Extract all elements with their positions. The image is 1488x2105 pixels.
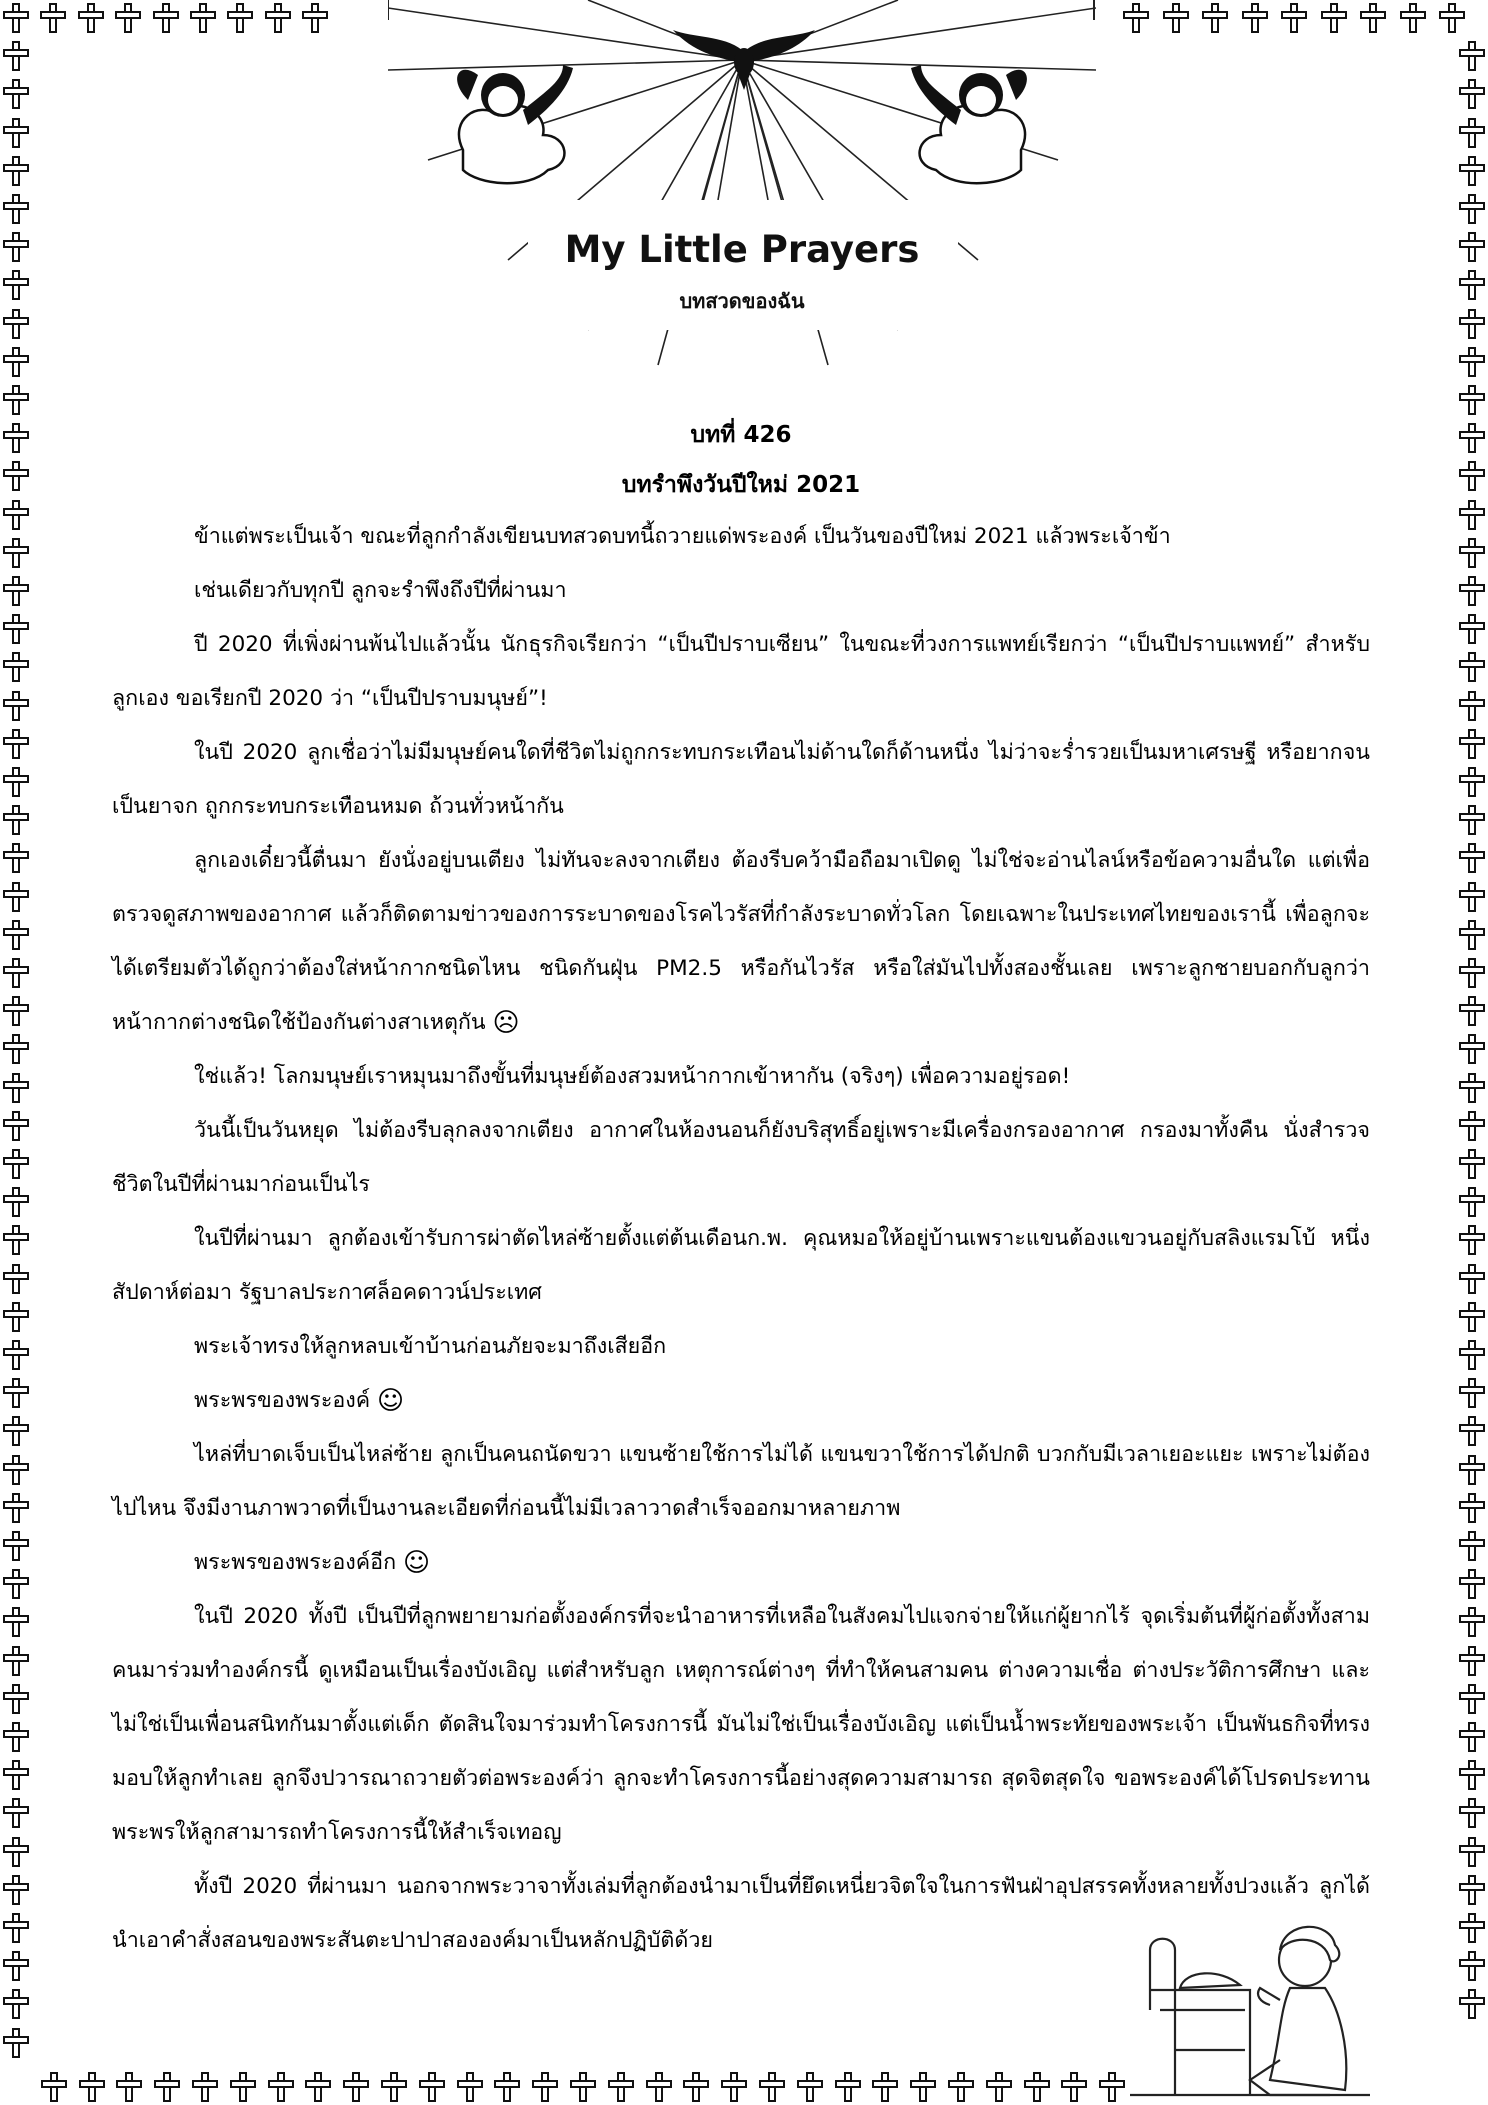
cross-icon [3, 385, 29, 415]
cross-icon [986, 2072, 1012, 2102]
smile-face-icon: ☺ [402, 1548, 431, 1578]
cross-icon [1459, 996, 1485, 1026]
paragraph: ในปีที่ผ่านมา ลูกต้องเข้ารับการผ่าตัดไหล่ซ้ายตั้งแต่ต้นเดือนก.พ. คุณหมอให้อยู่บ้านเพราะแขนต้องแขวนอยู่กับสลิงแรมโบ้ หนึ่งสัปดาห์ต่อมา รัฐบาลประกาศล็อคดาวน์ประเทศ [112, 1226, 1370, 1305]
cross-icon [3, 1111, 29, 1141]
cross-icon [1459, 614, 1485, 644]
cross-icon [3, 1302, 29, 1332]
cross-icon [3, 691, 29, 721]
cross-icon [1123, 3, 1149, 33]
cross-icon [1459, 958, 1485, 988]
cross-icon [3, 538, 29, 568]
cross-icon [1459, 691, 1485, 721]
cross-icon [40, 3, 66, 33]
cross-icon [230, 2072, 256, 2102]
angel-icon [457, 65, 573, 183]
cross-icon [3, 41, 29, 71]
cross-icon [3, 1378, 29, 1408]
cross-icon [3, 614, 29, 644]
cross-icon [3, 2028, 29, 2058]
cross-icon [835, 2072, 861, 2102]
cross-icon [1459, 156, 1485, 186]
cross-icon [3, 1340, 29, 1370]
cross-icon [1459, 1875, 1485, 1905]
cross-icon [3, 1837, 29, 1867]
cross-icon [3, 3, 29, 33]
cross-icon [1459, 1111, 1485, 1141]
cross-icon [78, 3, 104, 33]
cross-icon [3, 767, 29, 797]
cross-icon [1459, 652, 1485, 682]
cross-icon [1459, 1302, 1485, 1332]
cross-icon [1202, 3, 1228, 33]
cross-icon [302, 3, 328, 33]
cross-icon [3, 1722, 29, 1752]
cross-icon [910, 2072, 936, 2102]
cross-icon [1459, 1455, 1485, 1485]
cross-icon [3, 1073, 29, 1103]
cross-icon [1459, 1989, 1485, 2019]
cross-icon [3, 1646, 29, 1676]
cross-icon [1459, 1798, 1485, 1828]
cross-icon [1459, 1531, 1485, 1561]
paragraph: ไหล่ที่บาดเจ็บเป็นไหล่ซ้าย ลูกเป็นคนถนัดขวา แขนซ้ายใช้การไม่ได้ แขนขวาใช้การได้ปกติ บวกกับมีเวลาเยอะแยะ เพราะไม่ต้องไปไหน จึงมีงานภาพวาดที่เป็นงานละเอียดที่ก่อนนี้ไม่มีเวลาวาดสำเร็จออกมาหลายภาพ [112, 1442, 1370, 1521]
cross-icon [343, 2072, 369, 2102]
cross-icon [797, 2072, 823, 2102]
cross-icon [948, 2072, 974, 2102]
cross-icon [570, 2072, 596, 2102]
cross-icon [3, 1187, 29, 1217]
cross-icon [1163, 3, 1189, 33]
cross-icon [1360, 3, 1386, 33]
cross-icon [3, 232, 29, 262]
cross-icon [1061, 2072, 1087, 2102]
cross-icon [3, 1951, 29, 1981]
cross-icon [3, 1225, 29, 1255]
angel-icon [911, 65, 1027, 183]
cross-icon [1459, 882, 1485, 912]
cross-icon [3, 1684, 29, 1714]
cross-icon [1242, 3, 1268, 33]
cross-icon [1459, 1837, 1485, 1867]
cross-icon [3, 500, 29, 530]
cross-icon [1459, 729, 1485, 759]
cross-icon [1459, 1493, 1485, 1523]
banner-subtitle: บทสวดของฉัน [679, 289, 805, 313]
cross-icon [1439, 3, 1465, 33]
cross-icon [79, 2072, 105, 2102]
cross-icon [1459, 1722, 1485, 1752]
cross-icon [3, 843, 29, 873]
cross-icon [3, 347, 29, 377]
cross-icon [268, 2072, 294, 2102]
cross-icon [190, 3, 216, 33]
cross-icon [3, 920, 29, 950]
cross-icon [116, 2072, 142, 2102]
cross-icon [457, 2072, 483, 2102]
cross-icon [1459, 1225, 1485, 1255]
cross-icon [305, 2072, 331, 2102]
cross-icon [872, 2072, 898, 2102]
cross-icon [1459, 920, 1485, 950]
cross-icon [1459, 767, 1485, 797]
cross-icon [532, 2072, 558, 2102]
cross-icon [265, 3, 291, 33]
cross-icon [3, 270, 29, 300]
cross-icon [1459, 1340, 1485, 1370]
paragraph-text: ลูกเองเดี๋ยวนี้ตื่นมา ยังนั่งอยู่บนเตียง ไม่ทันจะลงจากเตียง ต้องรีบคว้ามือถือมาเปิดดู ไม่ใช่จะอ่านไลน์หรือข้อความอื่นใด แต่เพื่อตรวจดูสภาพของอากาศ แล้วก็ติดตามข่าวของการระบาดของโรคไวรัสที่กำลังระบาดทั่วโลก โดยเฉพาะในประเทศไทยของเรานี้ เพื่อลูกจะได้เตรียมตัวได้ถูกว่าต้องใส่หน้ากากชนิดไหน ชนิดกันฝุ่น PM2.5 หรือกันไวรัส หรือใส่มันไปทั้งสองชั้นเลย เพราะลูกชายบอกกับลูกว่าหน้ากากต่างชนิดใช้ป้องกันต่างสาเหตุกัน [112, 848, 1370, 1035]
cross-icon [3, 1034, 29, 1064]
prayer-text [112, 410, 1370, 1968]
paragraph: ในปี 2020 ทั้งปี เป็นปีที่ลูกพยายามก่อตั้งองค์กรที่จะนำอาหารที่เหลือในสังคมไปแจกจ่ายให้แก่ผู้ยากไร้ จุดเริ่มต้นที่ผู้ก่อตั้งทั้งสามคนมาร่วมทำองค์กรนี้ ดูเหมือนเป็นเรื่องบังเอิญ แต่สำหรับลูก เหตุการณ์ต่างๆ ที่ทำให้คนสามคน ต่างความเชื่อ ต่างประวัติการศึกษา และไม่ใช่เป็นเพื่อนสนิทกันมาตั้งแต่เด็ก ตัดสินใจมาร่วมทำโครงการนี้ มันไม่ใช่เป็นเรื่องบังเอิญ แต่เป็นน้ำพระทัยของพระเจ้า เป็นพันธกิจที่ทรงมอบให้ลูกทำเลย ลูกจึงปวารณาถวายตัวต่อพระองค์ว่า ลูกจะทำโครงการนี้อย่างสุดความสามารถ สุดจิตสุดใจ ขอพระองค์ได้โปรดประทานพระพรให้ลูกสามารถทำโครงการนี้ให้สำเร็จเทอญ [112, 1604, 1370, 1845]
cross-icon [1459, 576, 1485, 606]
cross-icon [759, 2072, 785, 2102]
cross-icon [3, 996, 29, 1026]
sad-face-icon: ☹ [492, 1008, 520, 1038]
cross-icon [1459, 1149, 1485, 1179]
cross-icon [3, 1798, 29, 1828]
cross-icon [3, 652, 29, 682]
cross-icon [3, 729, 29, 759]
cross-icon [1459, 118, 1485, 148]
praying-child-icon [1130, 1890, 1370, 2105]
paragraph: เช่นเดียวกับทุกปี ลูกจะรำพึงถึงปีที่ผ่านมา [194, 578, 567, 603]
paragraph: ทั้งปี 2020 ที่ผ่านมา นอกจากพระวาจาทั้งเล่มที่ลูกต้องนำมาเป็นที่ยึดเหนี่ยวจิตใจในการฟันฝ่าอุปสรรคทั้งหลายทั้งปวงแล้ว ลูกได้นำเอาคำสั่งสอนของพระสันตะปาปาสององค์มาเป็นหลักปฏิบัติด้วย [112, 1874, 1370, 1953]
cross-icon [3, 576, 29, 606]
cross-icon [1281, 3, 1307, 33]
paragraph: วันนี้เป็นวันหยุด ไม่ต้องรีบลุกลงจากเตียง อากาศในห้องนอนก็ยังบริสุทธิ์อยู่เพราะมีเครื่องกรองอากาศ กรองมาทั้งคืน นั่งสำรวจชีวิตในปีที่ผ่านมาก่อนเป็นไร [112, 1118, 1370, 1197]
paragraph: ใช่แล้ว! โลกมนุษย์เราหมุนมาถึงขั้นที่มนุษย์ต้องสวมหน้ากากเข้าหากัน (จริงๆ) เพื่อความอยู่รอด! [194, 1064, 1071, 1089]
cross-icon [1459, 1951, 1485, 1981]
cross-icon [1459, 1684, 1485, 1714]
header-banner [388, 0, 1096, 370]
cross-icon [1459, 309, 1485, 339]
cross-icon [3, 1455, 29, 1485]
smile-face-icon: ☺ [377, 1386, 405, 1416]
cross-icon [1459, 385, 1485, 415]
cross-icon [3, 1264, 29, 1294]
cross-icon [1459, 1760, 1485, 1790]
cross-icon [3, 1760, 29, 1790]
cross-icon [3, 461, 29, 491]
cross-icon [1459, 1569, 1485, 1599]
cross-icon [1459, 1913, 1485, 1943]
cross-icon [3, 1607, 29, 1637]
dove-icon [673, 30, 815, 90]
cross-icon [1459, 1416, 1485, 1446]
cross-icon [3, 1531, 29, 1561]
cross-icon [683, 2072, 709, 2102]
cross-icon [1459, 500, 1485, 530]
cross-icon [3, 1913, 29, 1943]
cross-icon [41, 2072, 67, 2102]
cross-icon [1459, 1607, 1485, 1637]
cross-icon [3, 1875, 29, 1905]
cross-icon [1321, 3, 1347, 33]
cross-icon [646, 2072, 672, 2102]
paragraph-text: พระพรของพระองค์ [194, 1388, 371, 1413]
paragraph: ข้าแต่พระเป็นเจ้า ขณะที่ลูกกำลังเขียนบทสวดบทนี้ถวายแด่พระองค์ เป็นวันของปีใหม่ 2021 แล้วพระเจ้าข้า [194, 524, 1171, 549]
cross-icon [1459, 843, 1485, 873]
cross-icon [1400, 3, 1426, 33]
cross-icon [3, 1989, 29, 2019]
cross-icon [3, 79, 29, 109]
cross-icon [3, 309, 29, 339]
cross-icon [115, 3, 141, 33]
cross-icon [3, 1569, 29, 1599]
paragraph: ปี 2020 ที่เพิ่งผ่านพ้นไปแล้วนั้น นักธุรกิจเรียกว่า “เป็นปีปราบเซียน” ในขณะที่วงการแพทย์เรียกว่า “เป็นปีปราบแพทย์” สำหรับลูกเอง ขอเรียกปี 2020 ว่า “เป็นปีปราบมนุษย์”! [112, 632, 1370, 711]
cross-icon [1459, 270, 1485, 300]
chapter-number: บทที่ 426 [690, 422, 792, 448]
cross-icon [227, 3, 253, 33]
cross-icon [1459, 1264, 1485, 1294]
cross-icon [608, 2072, 634, 2102]
cross-icon [1459, 1378, 1485, 1408]
cross-icon [1459, 194, 1485, 224]
prayer-title: บทรำพึงวันปีใหม่ 2021 [621, 472, 861, 498]
cross-icon [3, 805, 29, 835]
paragraph: พระเจ้าทรงให้ลูกหลบเข้าบ้านก่อนภัยจะมาถึงเสียอีก [194, 1334, 667, 1359]
paragraph [112, 834, 1370, 1050]
cross-icon [1024, 2072, 1050, 2102]
paragraph [112, 1536, 1370, 1590]
cross-icon [3, 1416, 29, 1446]
cross-icon [1459, 1187, 1485, 1217]
cross-icon [1459, 232, 1485, 262]
cross-icon [3, 958, 29, 988]
cross-icon [153, 3, 179, 33]
cross-icon [3, 118, 29, 148]
cross-icon [1459, 1034, 1485, 1064]
paragraph-text: พระพรของพระองค์อีก [194, 1550, 397, 1575]
paragraph: ในปี 2020 ลูกเชื่อว่าไม่มีมนุษย์คนใดที่ชีวิตไม่ถูกกระทบกระเทือนไม่ด้านใดก็ด้านหนึ่ง ไม่ว่าจะร่ำรวยเป็นมหาเศรษฐี หรือยากจนเป็นยาจก ถูกกระทบกระเทือนหมด ถ้วนทั่วหน้ากัน [112, 740, 1370, 819]
cross-icon [381, 2072, 407, 2102]
cross-icon [721, 2072, 747, 2102]
cross-icon [3, 156, 29, 186]
cross-icon [1459, 423, 1485, 453]
cross-icon [419, 2072, 445, 2102]
cross-icon [1459, 347, 1485, 377]
banner-title: My Little Prayers [564, 228, 920, 271]
cross-icon [1459, 41, 1485, 71]
cross-icon [3, 882, 29, 912]
cross-icon [192, 2072, 218, 2102]
cross-icon [3, 1493, 29, 1523]
cross-icon [1459, 79, 1485, 109]
cross-icon [3, 1149, 29, 1179]
cross-icon [1459, 1646, 1485, 1676]
cross-icon [1459, 461, 1485, 491]
cross-icon [1459, 538, 1485, 568]
cross-icon [1459, 805, 1485, 835]
cross-icon [1099, 2072, 1125, 2102]
paragraph [112, 1374, 1370, 1428]
cross-icon [3, 194, 29, 224]
cross-icon [154, 2072, 180, 2102]
cross-icon [3, 423, 29, 453]
cross-icon [1459, 1073, 1485, 1103]
cross-icon [494, 2072, 520, 2102]
